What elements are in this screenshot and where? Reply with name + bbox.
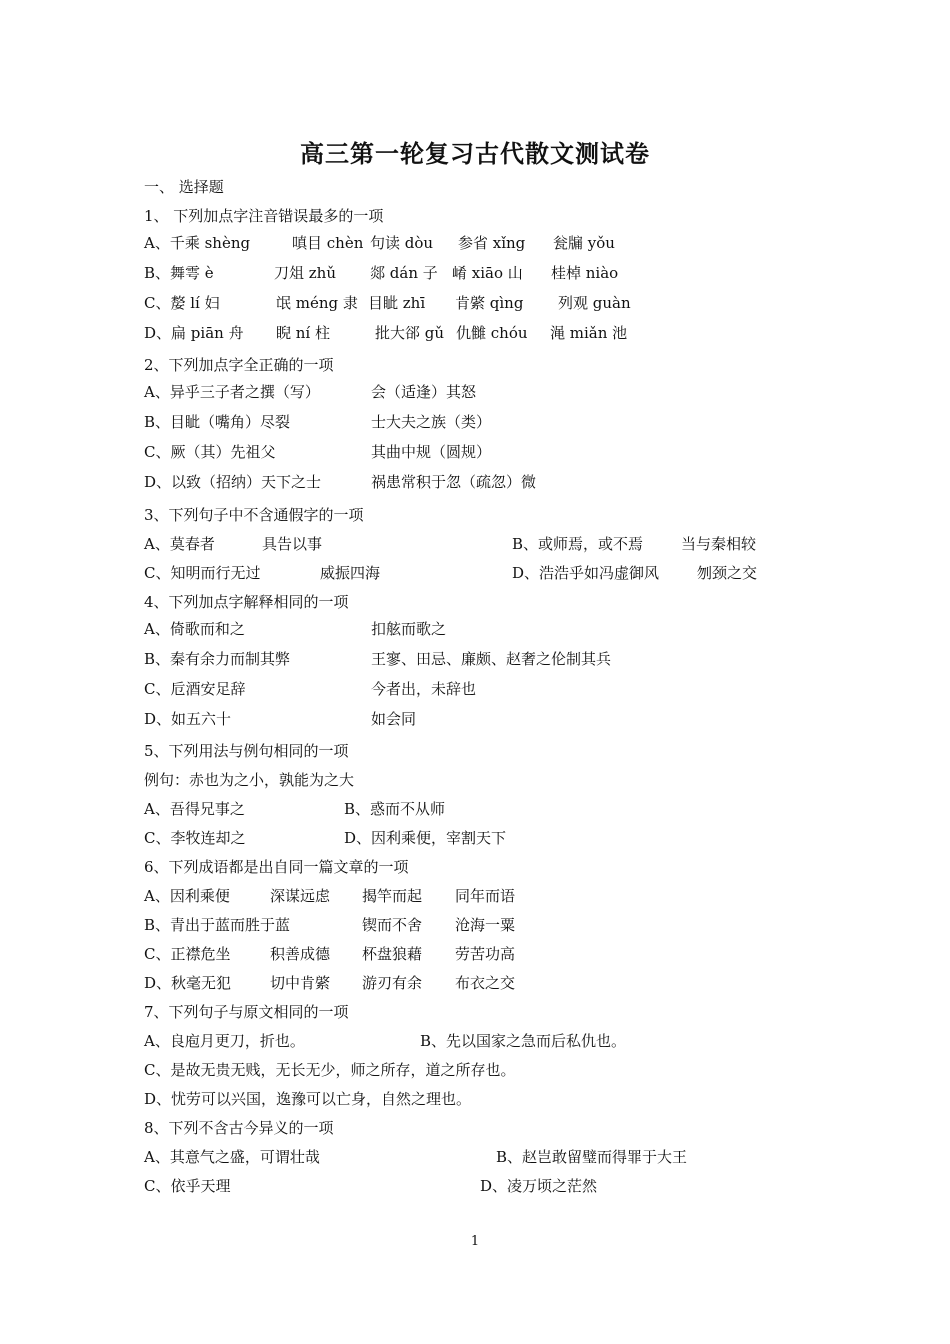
option-text: 崤 xiāo 山 [452, 264, 523, 282]
option-row [0, 1147, 950, 1167]
option-text: B、秦有余力而制其弊 [144, 650, 291, 668]
option-row [0, 886, 950, 906]
option-text: A、因利乘便 [144, 887, 230, 905]
option-row [0, 973, 950, 993]
question-stem: 6、下列成语都是出自同一篇文章的一项 [144, 858, 409, 876]
example-sentence: 例句：赤也为之小，孰能为之大 [144, 771, 355, 789]
option-text: C、知明而行无过 [144, 564, 261, 582]
option-row [0, 1176, 950, 1196]
option-text: 锲而不舍 [362, 916, 423, 934]
option-row [0, 1060, 950, 1080]
option-text: B、先以国家之急而后私仇也。 [420, 1032, 627, 1050]
question-stem: 1、 下列加点字注音错误最多的一项 [144, 207, 384, 225]
option-text: 同年而语 [455, 887, 516, 905]
question-stem: 2、下列加点字全正确的一项 [144, 356, 334, 374]
option-text: 郯 dán 子 [370, 264, 438, 282]
option-text: 列观 guàn [558, 294, 631, 312]
option-text: 渑 miǎn 池 [550, 324, 628, 342]
option-text: 当与秦相较 [681, 535, 757, 553]
option-text: 扣舷而歌之 [371, 620, 447, 638]
option-text: 批大郤 gǔ [375, 324, 445, 342]
option-text: 肯綮 qìng [455, 294, 524, 312]
option-text: D、凌万顷之茫然 [480, 1177, 598, 1195]
option-text: D、秋毫无犯 [144, 974, 232, 992]
option-text: B、舞雩 è [144, 264, 214, 282]
option-text: B、或师焉，或不焉 [512, 535, 644, 553]
option-text: D、以致（招纳）天下之士 [144, 473, 322, 491]
option-text: 参省 xǐng [458, 234, 526, 252]
question-stem: 5、下列用法与例句相同的一项 [144, 742, 349, 760]
option-text: C、正襟危坐 [144, 945, 231, 963]
option-text: 具告以事 [262, 535, 323, 553]
option-row [0, 233, 950, 253]
option-text: C、依乎天理 [144, 1177, 231, 1195]
option-text: 会（适逢）其怒 [371, 383, 477, 401]
option-text: A、千乘 shèng [144, 234, 251, 252]
option-text: B、青出于蓝而胜于蓝 [144, 916, 291, 934]
option-row [0, 649, 950, 669]
option-text: 瓮牖 yǒu [553, 234, 615, 252]
question-stem: 8、下列不含古今异义的一项 [144, 1119, 334, 1137]
option-row [0, 709, 950, 729]
option-text: 睨 ní 柱 [276, 324, 330, 342]
option-row [0, 944, 950, 964]
option-text: 积善成德 [270, 945, 331, 963]
option-text: 威振四海 [320, 564, 381, 582]
option-text: D、因利乘便，宰割天下 [344, 829, 507, 847]
option-row [0, 412, 950, 432]
option-text: B、赵岂敢留璧而得罪于大王 [496, 1148, 688, 1166]
option-text: A、其意气之盛，可谓壮哉 [144, 1148, 320, 1166]
option-row [0, 263, 950, 283]
page-title: 高三第一轮复习古代散文测试卷 [300, 140, 650, 168]
option-text: B、惑而不从师 [344, 800, 446, 818]
option-text: 句读 dòu [370, 234, 434, 252]
option-text: A、异乎三子者之撰（写） [144, 383, 320, 401]
option-text: 游刃有余 [362, 974, 423, 992]
option-text: 刎颈之交 [697, 564, 758, 582]
option-text: D、如五六十 [144, 710, 232, 728]
option-row [0, 534, 950, 554]
question-stem: 3、下列句子中不含通假字的一项 [144, 506, 364, 524]
option-text: 今者出，未辞也 [371, 680, 477, 698]
option-text: 其曲中规（圆规） [371, 443, 492, 461]
option-text: B、目眦（嘴角）尽裂 [144, 413, 291, 431]
option-row [0, 472, 950, 492]
option-text: 揭竿而起 [362, 887, 423, 905]
option-row [0, 323, 950, 343]
option-text: A、良庖月更刀，折也。 [144, 1032, 305, 1050]
option-text: D、浩浩乎如冯虚御风 [512, 564, 660, 582]
option-text: 如会同 [371, 710, 417, 728]
option-row [0, 799, 950, 819]
option-text: 劳苦功高 [455, 945, 516, 963]
option-row [0, 619, 950, 639]
option-row [0, 442, 950, 462]
question-stem: 7、下列句子与原文相同的一项 [144, 1003, 349, 1021]
option-text: C、厥（其）先祖父 [144, 443, 276, 461]
question-stem: 4、下列加点字解释相同的一项 [144, 593, 349, 611]
option-row [0, 679, 950, 699]
option-text: 沧海一粟 [455, 916, 516, 934]
option-text: 布衣之交 [455, 974, 516, 992]
option-row [0, 382, 950, 402]
option-text: A、吾得兄事之 [144, 800, 245, 818]
option-text: 王寥、田忌、廉颇、赵奢之伦制其兵 [371, 650, 612, 668]
option-row [0, 293, 950, 313]
option-text: 仇雠 chóu [456, 324, 528, 342]
option-row [0, 563, 950, 583]
option-text: 士大夫之族（类） [371, 413, 492, 431]
option-text: 嗔目 chèn [292, 234, 364, 252]
option-text: C、卮酒安足辞 [144, 680, 246, 698]
option-text: 祸患常积于忽（疏忽）微 [371, 473, 537, 491]
option-text: 杯盘狼藉 [362, 945, 423, 963]
page-number: 1 [470, 1234, 480, 1249]
option-text: 刀俎 zhǔ [274, 264, 336, 282]
option-text: 桂棹 niào [551, 264, 619, 282]
option-row [0, 915, 950, 935]
section-heading: 一、 选择题 [144, 178, 224, 196]
option-text: D、扁 piān 舟 [144, 324, 244, 342]
option-row [0, 828, 950, 848]
option-text: A、莫春者 [144, 535, 215, 553]
option-text: C、嫠 lí 妇 [144, 294, 220, 312]
option-text: C、是故无贵无贱，无长无少，师之所存，道之所存也。 [144, 1061, 516, 1079]
option-text: A、倚歌而和之 [144, 620, 245, 638]
option-text: 氓 méng 隶 [276, 294, 358, 312]
option-text: 深谋远虑 [270, 887, 331, 905]
option-row [0, 1031, 950, 1051]
option-text: 目眦 zhī [368, 294, 426, 312]
option-text: D、忧劳可以兴国，逸豫可以亡身，自然之理也。 [144, 1090, 472, 1108]
option-text: C、李牧连却之 [144, 829, 246, 847]
option-row [0, 1089, 950, 1109]
option-text: 切中肯綮 [270, 974, 331, 992]
